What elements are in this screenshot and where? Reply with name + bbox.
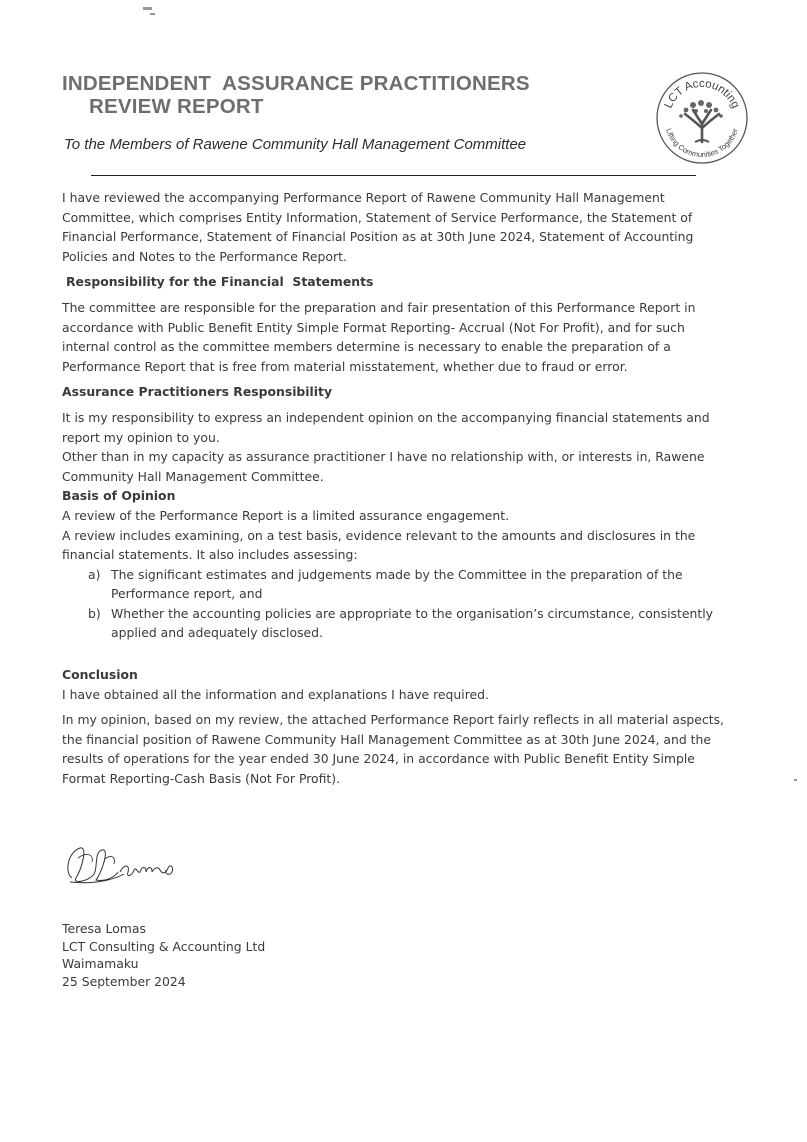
signature-date: 25 September 2024 <box>62 973 186 989</box>
conclusion-paragraph-1: I have obtained all the information and explanations I have required. <box>62 686 489 702</box>
basis-paragraph-2: A review includes examining, on a test basis, evidence relevant to the amounts and disclosures in the financial statements. It also includes assessing: <box>62 527 696 563</box>
conclusion-paragraph-2: In my opinion, based on my review, the attached Performance Report fairly reflects in all material aspects, the financial position of Rawene Community Hall Management Committee as at 30th June 2024, and the results of operations for the year ended 30 June 2024, in accordance with Public Benefit Entity Simple Format Reporting-Cash Basis (Not For Profit). <box>62 712 724 787</box>
basis-heading: Basis of Opinion <box>62 488 176 504</box>
report-addressee: To the Members of Rawene Community Hall Management Committee <box>64 136 527 153</box>
signer-location: Waimamaku <box>62 956 139 971</box>
report-body <box>62 188 732 789</box>
scan-speck <box>150 13 155 15</box>
report-title <box>62 72 530 118</box>
scan-speck <box>794 779 797 781</box>
conclusion-heading: Conclusion <box>62 667 138 683</box>
logo-top-text: LCT Accounting <box>662 77 742 111</box>
lct-accounting-logo <box>655 70 749 164</box>
list-item-text: The significant estimates and judgements made by the Committee in the preparation of the Performance report, and <box>111 566 683 602</box>
logo-graphic-icon <box>655 70 749 164</box>
signer-company: LCT Consulting & Accounting Ltd <box>62 938 266 954</box>
header-divider <box>91 175 696 176</box>
report-title-line2: REVIEW REPORT <box>89 95 264 118</box>
list-item-marker: b) <box>88 605 101 621</box>
assurance-heading: Assurance Practitioners Responsibility <box>62 384 333 400</box>
list-item <box>62 565 732 604</box>
responsibility-heading: Responsibility for the Financial Statements <box>66 274 374 290</box>
scan-speck <box>143 7 152 10</box>
assurance-paragraph-1: It is my responsibility to express an independent opinion on the accompanying financial statements and report my opinion to you. <box>62 409 710 445</box>
handwritten-signature <box>58 838 188 890</box>
signer-block <box>62 920 265 990</box>
list-item-marker: a) <box>88 566 101 582</box>
logo-bottom-text: Lifting Communities Together <box>664 127 740 160</box>
report-title-line1: INDEPENDENT ASSURANCE PRACTITIONERS <box>62 72 530 95</box>
intro-paragraph: I have reviewed the accompanying Performance Report of Rawene Community Hall Management Committee, which comprises Entity Information, Statement of Service Performance, the Statement of Financial Performance, Statement of Financial Position as at 30th June 2024, Statement of Accounting Policies and Notes to the Performance Report. <box>62 190 694 264</box>
list-item-text: Whether the accounting policies are appropriate to the organisation’s circumstance, consistently applied and adequately disclosed. <box>111 605 713 641</box>
signer-name: Teresa Lomas <box>62 921 146 936</box>
list-item <box>62 604 732 643</box>
basis-list <box>62 565 732 643</box>
assurance-paragraph-2: Other than in my capacity as assurance practitioner I have no relationship with, or interests in, Rawene Community Hall Management Committee. <box>62 449 705 484</box>
basis-paragraph-1: A review of the Performance Report is a limited assurance engagement. <box>62 507 510 523</box>
responsibility-paragraph: The committee are responsible for the preparation and fair presentation of this Performance Report in accordance with Public Benefit Entity Simple Format Reporting- Accrual (Not For Profit), and for such internal control as the committee members determine is necessary to enable the preparation of a Performance Report that is free from material misstatement, whether due to fraud or error. <box>62 299 696 374</box>
